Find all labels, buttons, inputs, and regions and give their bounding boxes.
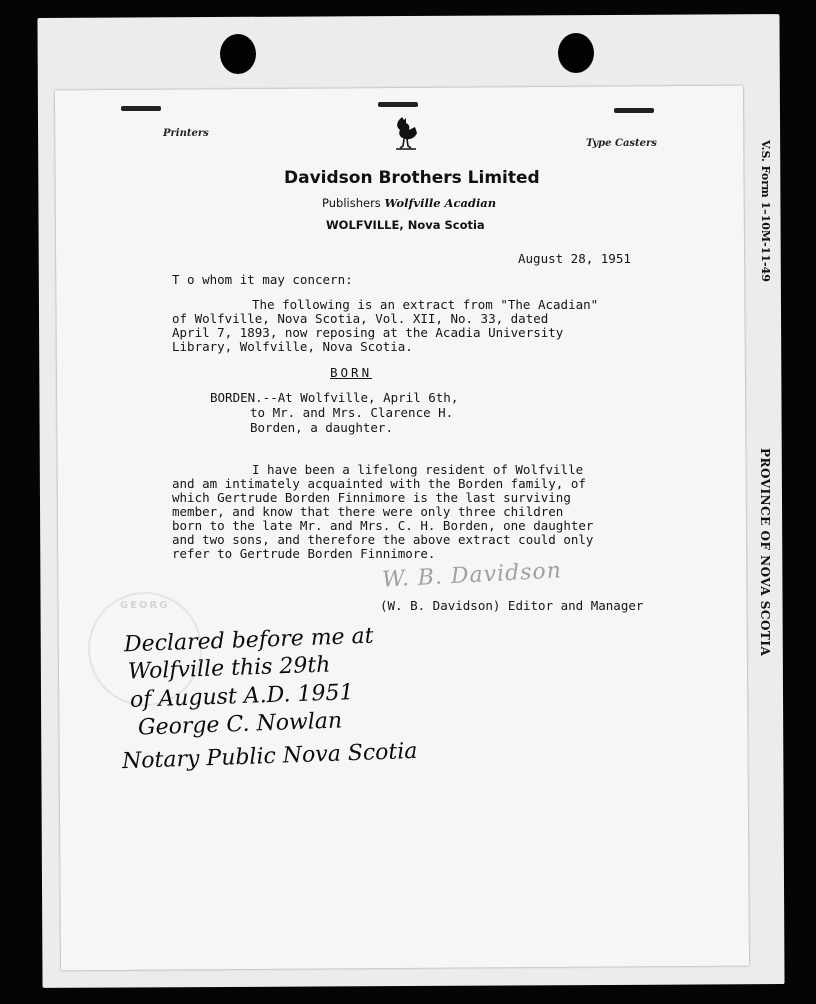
notary-line: Wolfville this 29th bbox=[127, 652, 331, 685]
paragraph1-line: The following is an extract from "The Acadian" bbox=[252, 297, 599, 312]
born-notice-line: BORDEN.--At Wolfville, April 6th, bbox=[210, 390, 459, 405]
company-name: Davidson Brothers Limited bbox=[284, 168, 540, 188]
paragraph2-line: and two sons, and therefore the above extract could only bbox=[172, 532, 594, 547]
born-notice-line: Borden, a daughter. bbox=[250, 420, 393, 435]
born-heading: BORN bbox=[330, 365, 373, 380]
paragraph1-line: of Wolfville, Nova Scotia, Vol. XII, No. 33, dated bbox=[172, 311, 549, 326]
letter-date: August 28, 1951 bbox=[518, 251, 631, 266]
staple-mark bbox=[614, 108, 654, 113]
publishers-prefix: Publishers bbox=[322, 196, 381, 210]
notary-line: George C. Nowlan bbox=[137, 708, 343, 741]
paragraph1-line: April 7, 1893, now reposing at the Acadia University bbox=[172, 325, 564, 340]
letterhead-location: WOLFVILLE, Nova Scotia bbox=[326, 218, 485, 232]
staple-mark bbox=[378, 102, 418, 107]
staple-mark bbox=[121, 106, 161, 111]
paragraph2-line: I have been a lifelong resident of Wolfville bbox=[252, 462, 584, 477]
notary-line: Notary Public Nova Scotia bbox=[121, 738, 418, 775]
born-notice-line: to Mr. and Mrs. Clarence H. bbox=[250, 405, 454, 420]
paragraph2-line: and am intimately acquainted with the Borden family, of bbox=[172, 476, 586, 491]
publishers-line bbox=[322, 196, 496, 210]
paragraph2-line: which Gertrude Borden Finnimore is the last surviving bbox=[172, 490, 571, 505]
paragraph2-line: member, and know that there were only three children bbox=[172, 504, 564, 519]
paragraph2-line: born to the late Mr. and Mrs. C. H. Borden, one daughter bbox=[172, 518, 594, 533]
handwritten-signature: W. B. Davidson bbox=[381, 558, 563, 593]
signature-block: (W. B. Davidson) Editor and Manager bbox=[380, 598, 644, 613]
paragraph1-line: Library, Wolfville, Nova Scotia. bbox=[172, 339, 413, 354]
punch-hole bbox=[558, 33, 594, 73]
letterhead-type-casters: Type Casters bbox=[586, 138, 657, 149]
letterhead-printers: Printers bbox=[163, 128, 209, 139]
rooster-logo-icon bbox=[393, 116, 419, 150]
province-label: PROVINCE OF NOVA SCOTIA bbox=[758, 448, 772, 657]
form-number: V.S. Form 1–10M-11-49 bbox=[759, 140, 772, 282]
publication-name: Wolfville Acadian bbox=[384, 196, 497, 210]
notary-line: of August A.D. 1951 bbox=[129, 680, 354, 713]
notary-line: Declared before me at bbox=[123, 623, 374, 658]
salutation: T o whom it may concern: bbox=[172, 272, 353, 287]
punch-hole bbox=[220, 34, 256, 74]
seal-text: GEORG bbox=[120, 600, 170, 611]
paragraph2-line: refer to Gertrude Borden Finnimore. bbox=[172, 546, 436, 561]
